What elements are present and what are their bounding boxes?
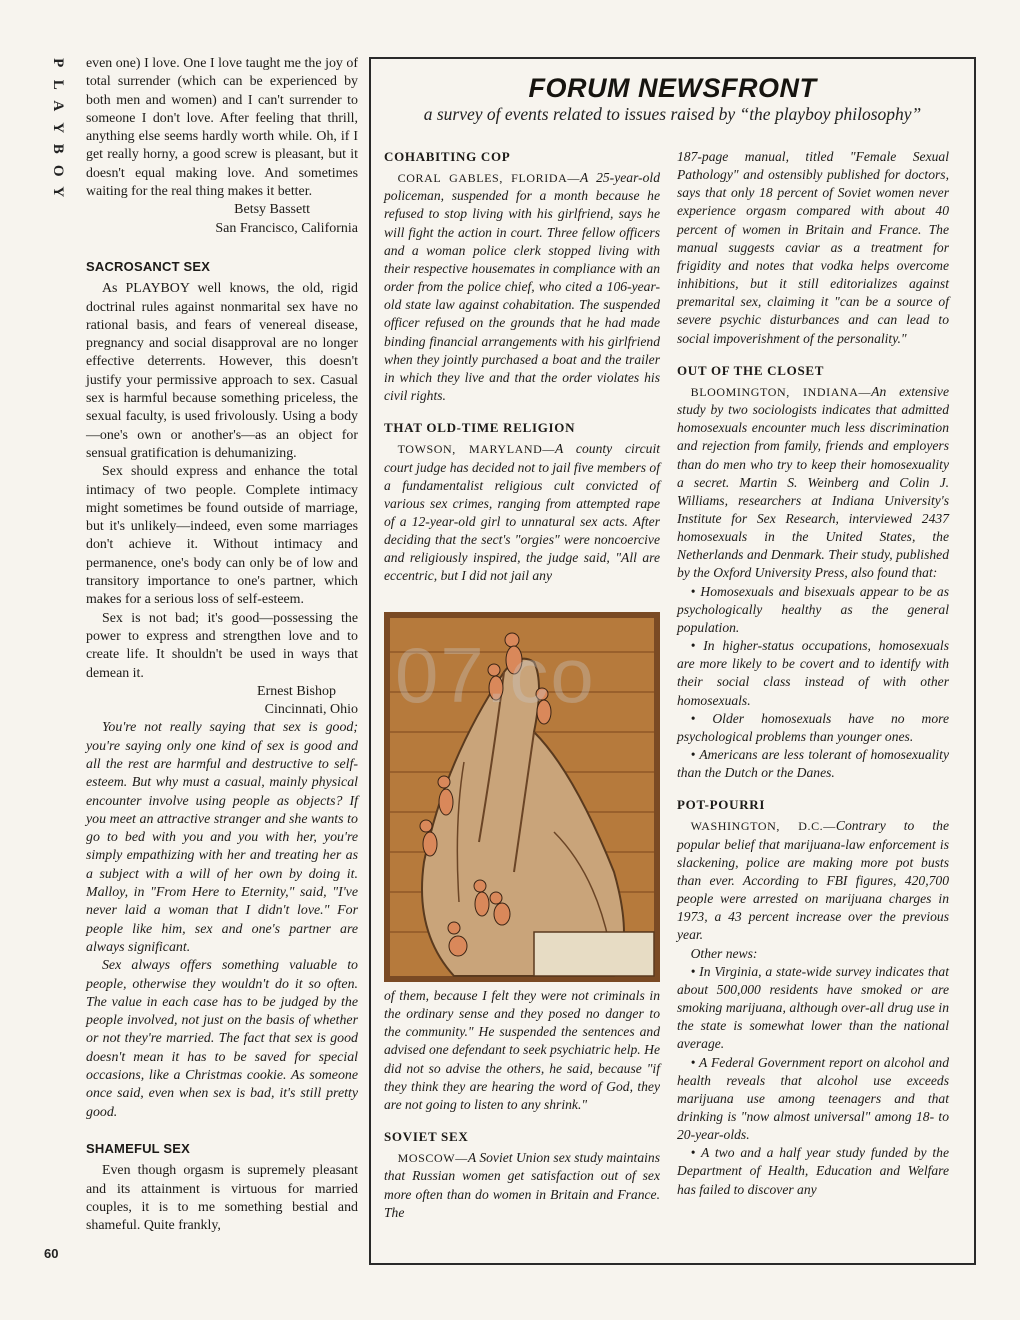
- dateline: CORAL GABLES, FLORIDA—: [397, 171, 580, 186]
- logo-letter: B: [49, 143, 66, 154]
- bullet-item: • Older homosexuals have no more psychological problems than younger ones.: [677, 710, 949, 744]
- logo-letter: A: [49, 100, 66, 112]
- letter-paragraph: even one) I love. One I love taught me the joy of total surrender (which can be experienced by both men and women) and I can't surrender to someone I don't love. After feeling that thrill, anything else seems hardly worth while. Oh, if I get really horny, a good screw is pleasant, but it doesn't equal making love. And sometimes waiting for the real thing makes it better.: [86, 56, 358, 200]
- signature-block: [86, 683, 358, 720]
- bullet-item: • A Federal Government report on alcohol and health reveals that alcohol use exceeds marijuana use among teenagers and that drinking is "now almost universal" among 18- to 20-year-olds.: [677, 1054, 949, 1143]
- forum-column-right: [677, 148, 949, 1199]
- article-text: Contrary to the popular belief that marijuana-law enforcement is slackening, police are making more pot busts than ever. According to FBI figures, 420,700 people were arrested on marijuana charges in 1973, a 43 percent increase over the previous year.: [677, 818, 949, 943]
- signature-name: Betsy Bassett: [234, 202, 310, 218]
- forum-subtitle: a survey of events related to issues raised by “the playboy philosophy”: [423, 104, 922, 124]
- bullet-item: • Americans are less tolerant of homosexuality than the Dutch or the Danes.: [677, 747, 949, 781]
- logo-letters: [44, 52, 70, 203]
- praying-hands-illustration: [384, 612, 660, 982]
- signature-place: San Francisco, California: [215, 220, 358, 236]
- logo-letter: P: [49, 58, 66, 68]
- bullet-item: • Homosexuals and bisexuals appear to be as psychologically healthy as the general population.: [677, 583, 949, 635]
- article-text: A Soviet Union sex study maintains that Russian women get satisfaction out of sex more often than do women in Britain and France. The: [384, 1150, 660, 1220]
- dateline: WASHINGTON, D.C.—: [690, 819, 836, 834]
- article-title: SOVIET SEX: [384, 1129, 469, 1145]
- bullet-item: • In higher-status occupations, homosexuals are more likely to be covert and to identify with their social class instead of with other homosexuals.: [677, 638, 949, 708]
- dateline: BLOOMINGTON, INDIANA—: [690, 384, 872, 399]
- article-text: 187-page manual, titled "Female Sexual Pathology" and ostensibly published for doctors, says that only 18 percent of Soviet women never experience orgasm compared with about 40 percent of women in Britain and France. The manual suggests caviar as a treatment for frigidity and notes that vodka helps overcome inhibitions, but it still editorializes against premarital sex, claiming it "can be a source of severe psychic disturbances and can lead to social impoverishment of the personality.": [677, 149, 949, 346]
- article-text: A 25-year-old policeman, suspended for a month because he refused to stop living with his girlfriend, says he will fight the action in court. Three fellow officers and a woman police clerk stopped living with their respective housemates in compliance with an order from the police chief, who cited a 106-year-old state law against cohabitation. The suspended officer refused on the grounds that he had made binding financial arrangements with his girlfriend when they jointly purchased a boat and the trailer in which they live and that the order violates his civil rights.: [384, 170, 660, 404]
- watermark: 07.co: [395, 631, 596, 719]
- editor-reply: You're not really saying that sex is good; you're saying only one kind of sex is good and all the rest are harmful and destructive to self-esteem. But why must a casual, mainly physical encounter involve using people as objects? If you meet an attractive stranger and she wants to go to bed with you and you with her, you're simply empathizing with her and treating her as a subject with a will of her own by doing it. Malloy, in "From Here to Eternity," said, "I've never laid a woman that I didn't love." For people like him, sex and one's partner are always significant.: [86, 720, 358, 955]
- article-text: of them, because I felt they were not criminals in the ordinary sense and they posed no danger to the community." He suspended the sentences and advised one defendant to seek psychiatric help. He did not so advise the others, he said, because "if they think they are hearing the word of God, they are not going to listen to any shrink.": [384, 988, 660, 1112]
- dateline: TOWSON, MARYLAND—: [397, 442, 556, 457]
- bullet-item: • In Virginia, a state-wide survey indicates that about 500,000 residents have smoked or are smoking marijuana, although over-all drug use in the state is somewhat lower than the national average.: [677, 963, 949, 1052]
- signature-block: [86, 201, 358, 238]
- letters-column: [86, 55, 358, 1235]
- page-number: 60: [44, 1246, 59, 1261]
- article-title: POT-POURRI: [677, 797, 766, 813]
- signature-name: Ernest Bishop: [257, 683, 336, 699]
- forum-column-middle-continued: [384, 987, 660, 1222]
- forum-title: FORUM NEWSFRONT: [528, 73, 817, 103]
- editor-reply: Sex always offers something valuable to people, otherwise they wouldn't do it so often. The value in each case has to be judged by the people involved, not just on the basis of whether or not they're married. The fact that sex is good doesn't mean it has to be saved for special occasions, like a Christmas cookie. As someone once said, even when sex is bad, it's still pretty good.: [86, 958, 358, 1120]
- section-title: SHAMEFUL SEX: [86, 1140, 191, 1156]
- logo-letter: O: [49, 164, 66, 177]
- letter-paragraph: As PLAYBOY well knows, the old, rigid doctrinal rules against nonmarital sex have no rational basis, and fears of venereal disease, pregnancy and social disapproval are no longer effective deterrents. However, this doesn't justify your permissive approach to sex. Casual sex is harmful because something priceless, the sexual faculty, is used frivolously. Using a body—one's own or another's—as an object for sensual gratification is dehumanizing.: [86, 281, 358, 461]
- article-text: Other news:: [690, 945, 758, 961]
- section-title: SACROSANCT SEX: [86, 258, 211, 274]
- article-text: An extensive study by two sociologists indicates that admitted homosexuals encounter much less discrimination and rejection from family, friends and employers than do men who try to keep their homosexuality a secret. Martin S. Weinberg and Colin J. Williams, researchers at Indiana University's Institute for Sex Research, interviewed 2437 homosexuals in the United States, the Netherlands and Denmark. Their study, published by the Oxford University Press, also found that:: [677, 383, 949, 581]
- article-text: A county circuit court judge has decided not to jail five members of a fundamentalist religious cult convicted of various sex crimes, ranging from attempted rape of a 12-year-old girl to unnatural sex acts. After deciding that the sect's "orgies" were noncoercive and religiously inspired, the judge said, "All are eccentric, but I did not jail any: [384, 441, 660, 584]
- vertical-logo: [44, 52, 70, 203]
- letter-paragraph: Sex should express and enhance the total intimacy of two people. Complete intimacy might sometimes be found outside of marriage, but it's unlikely—indeed, even some marriages don't achieve it. Without intimacy and permanence, one's body can only be of low and transitory importance to one's partner, which makes for a serious loss of self-esteem.: [86, 464, 358, 608]
- signature-place: Cincinnati, Ohio: [264, 702, 358, 718]
- bullet-item: • A two and a half year study funded by the Department of Health, Education and Welfare has failed to discover any: [677, 1145, 949, 1197]
- logo-letter: L: [49, 79, 66, 90]
- logo-letter: Y: [49, 121, 66, 133]
- dateline: MOSCOW—: [397, 1151, 468, 1166]
- article-title: THAT OLD-TIME RELIGION: [384, 420, 576, 436]
- article-title: COHABITING COP: [384, 149, 511, 164]
- logo-letter: Y: [49, 186, 66, 198]
- forum-column-middle: [384, 148, 660, 586]
- letter-paragraph: Sex is not bad; it's good—possessing the power to express and strengthen love and to create life. It shouldn't be used in ways that demean it.: [86, 610, 358, 681]
- letter-paragraph: Even though orgasm is supremely pleasant and its attainment is virtuous for married couples, it is to me something bestial and shameful. Quite frankly,: [86, 1163, 358, 1234]
- article-title: OUT OF THE CLOSET: [677, 362, 825, 378]
